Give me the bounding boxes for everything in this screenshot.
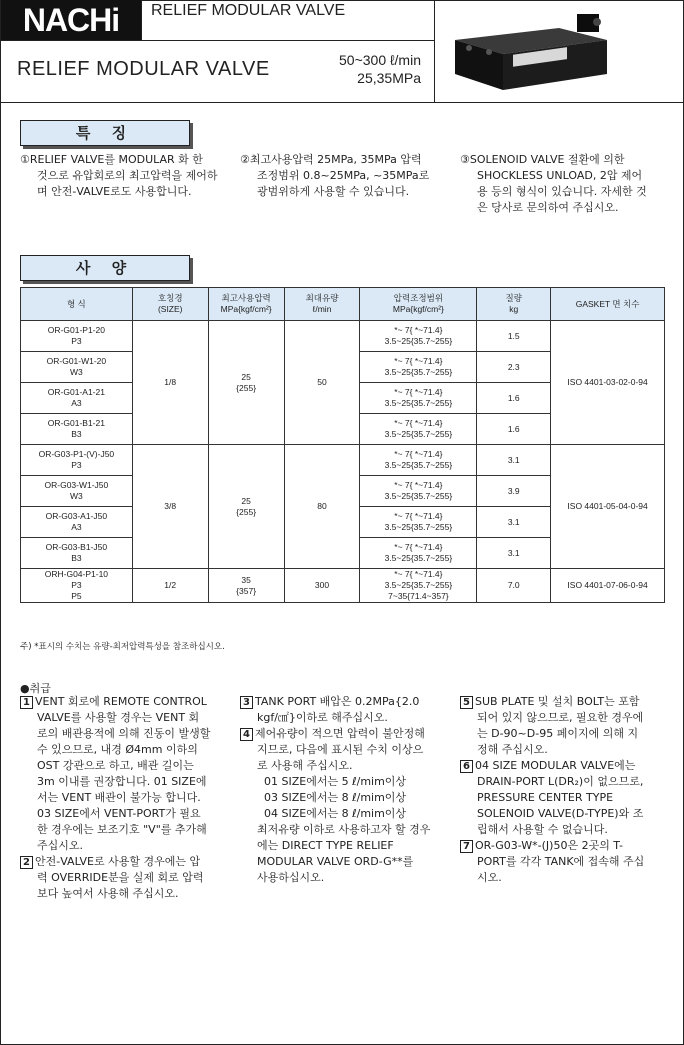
handling-text: 04 SIZE MODULAR VALVE에는 — [475, 759, 636, 772]
handling-text: 한 경우에는 보조기호 "V"를 추가해 — [37, 823, 207, 836]
item-number-box: 1 — [20, 696, 33, 709]
handling-text: 사용하십시오. — [257, 871, 325, 884]
handling-text: 로 사용해 주십시오. — [257, 759, 353, 772]
handling-line — [240, 790, 450, 806]
gasket-cell: ISO 4401-05-04-0-94 — [551, 445, 665, 569]
handling-line — [240, 806, 450, 822]
handling-line — [460, 806, 670, 822]
item-number-box: 4 — [240, 728, 253, 741]
handling-text: 되어 있지 않으므로, 필요한 경우에 — [477, 711, 644, 724]
handling-text: 로의 배관용적에 의해 진동이 발생할 — [37, 727, 211, 740]
pressure-cell: 25 {255} — [208, 321, 284, 445]
size-cell: 3/8 — [132, 445, 208, 569]
mass-cell: 1.6 — [477, 383, 551, 414]
handling-text: 보다 높여서 사용해 주십시오. — [37, 887, 179, 900]
handling-line — [20, 774, 230, 790]
gasket-cell: ISO 4401-03-02-0-94 — [551, 321, 665, 445]
handling-line — [20, 726, 230, 742]
handling-text: 서는 VENT 배관이 불가능 합니다. — [37, 791, 201, 804]
page-header — [1, 0, 683, 103]
table-row — [21, 445, 665, 476]
handling-line — [460, 758, 670, 774]
feature-line: 용 등의 형식이 있습니다. 자세한 것 — [477, 185, 647, 198]
pressure-spec: 25,35MPa — [357, 70, 421, 86]
header-small-title: RELIEF MODULAR VALVE — [151, 2, 346, 19]
handling-line — [20, 694, 230, 710]
feature-item — [460, 152, 670, 216]
handling-line — [460, 822, 670, 838]
model-cell: OR-G03-P1-(V)-J50 P3 — [21, 445, 133, 476]
handling-text: 03 SIZE에서 VENT-PORT가 필요 — [37, 807, 201, 820]
col-header-text: 최대유량 ℓ/min — [305, 293, 339, 314]
handling-line — [20, 758, 230, 774]
col-header — [477, 288, 551, 321]
feature-line: ②최고사용압력 25MPa, 35MPa 압력 — [240, 153, 422, 166]
handling-line — [460, 838, 670, 854]
handling-text: SUB PLATE 및 설치 BOLT는 포함 — [475, 695, 640, 708]
range-cell: *~ 7{ *~71.4} 3.5~25{35.7~255} — [360, 445, 477, 476]
handling-line — [20, 742, 230, 758]
handling-text: 력 OVERRIDE분을 실제 회로 압력 — [37, 871, 204, 884]
spec-table-body — [21, 321, 665, 603]
pressure-cell: 35 {357} — [208, 569, 284, 603]
range-cell: *~ 7{ *~71.4} 3.5~25{35.7~255} — [360, 507, 477, 538]
handling-line — [240, 838, 450, 854]
handling-text: VALVE를 사용할 경우는 VENT 회 — [37, 711, 200, 724]
handling-text: 최저유량 이하로 사용하고자 할 경우 — [257, 823, 431, 836]
feature-line: ③SOLENOID VALVE 절환에 의한 — [460, 153, 625, 166]
feature-item — [240, 152, 450, 200]
handling-line — [240, 726, 450, 742]
handling-line — [240, 710, 450, 726]
handling-line — [20, 710, 230, 726]
flow-cell: 300 — [284, 569, 360, 603]
handling-text: 시오. — [477, 871, 502, 884]
flow-spec: 50~300 ℓ/min — [339, 52, 421, 68]
model-cell: OR-G03-B1-J50 B3 — [21, 538, 133, 569]
size-cell: 1/2 — [132, 569, 208, 603]
handling-line — [240, 854, 450, 870]
handling-text: 주십시오. — [37, 839, 84, 852]
feature-line: 조정범위 0.8~25MPa, ~35MPa로 — [257, 169, 430, 182]
handling-line — [460, 710, 670, 726]
handling-text: 03 SIZE에서는 8 ℓ/mim이상 — [257, 791, 407, 804]
handling-line — [460, 694, 670, 710]
feature-line: 며 안전-VALVE로도 사용합니다. — [37, 185, 192, 198]
model-cell: OR-G01-P1-20 P3 — [21, 321, 133, 352]
table-row — [21, 321, 665, 352]
handling-line — [460, 726, 670, 742]
handling-line — [240, 870, 450, 886]
handling-column — [460, 694, 670, 886]
handling-line — [240, 742, 450, 758]
handling-text: 04 SIZE에서는 8 ℓ/mim이상 — [257, 807, 407, 820]
header-divider — [1, 40, 434, 41]
handling-line — [20, 822, 230, 838]
spec-table — [20, 287, 665, 603]
handling-line — [460, 790, 670, 806]
size-cell: 1/8 — [132, 321, 208, 445]
handling-text: PORT를 각각 TANK에 접속해 주십 — [477, 855, 645, 868]
col-header-text: 형 식 — [66, 298, 86, 309]
col-header — [132, 288, 208, 321]
handling-text: 3m 이내를 권장합니다. 01 SIZE에 — [37, 775, 207, 788]
model-cell: OR-G01-A1-21 A3 — [21, 383, 133, 414]
handling-line — [20, 870, 230, 886]
handling-line — [240, 694, 450, 710]
feature-line: ①RELIEF VALVE를 MODULAR 화 한 — [20, 153, 203, 166]
feature-line: 은 당사로 문의하여 주십시오. — [477, 201, 619, 214]
mass-cell: 7.0 — [477, 569, 551, 603]
handling-line — [20, 838, 230, 854]
col-header-text: 호칭경 (SIZE) — [157, 293, 183, 314]
mass-cell: 1.6 — [477, 414, 551, 445]
gasket-cell: ISO 4401-07-06-0-94 — [551, 569, 665, 603]
nachi-logo: NACHi — [1, 0, 141, 40]
feature-item — [20, 152, 232, 200]
handling-text: MODULAR VALVE ORD-G**를 — [257, 855, 414, 868]
handling-text: kgf/㎠}이하로 해주십시오. — [257, 711, 388, 724]
table-note: 주) *표시의 수치는 유량-최저압력특성을 참조하십시오. — [20, 642, 225, 652]
pressure-cell: 25 {255} — [208, 445, 284, 569]
col-header — [284, 288, 360, 321]
handling-text: 는 D-90~D-95 페이지에 의해 지 — [477, 727, 639, 740]
features-heading: 특 징 — [20, 120, 190, 146]
handling-line — [240, 758, 450, 774]
handling-text: OR-G03-W*-(J)50은 2곳의 T- — [475, 839, 623, 852]
handling-text: 수 있으므로, 내경 Ø4mm 이하의 — [37, 743, 198, 756]
handling-line — [460, 742, 670, 758]
handling-text: 01 SIZE에서는 5 ℓ/mim이상 — [257, 775, 407, 788]
item-number-box: 2 — [20, 856, 33, 869]
col-header-text: 최고사용압력 MPa{kgf/cm²} — [220, 293, 272, 314]
feature-line: 것으로 유압회로의 최고압력을 제어하 — [37, 169, 218, 182]
item-number-box: 6 — [460, 760, 473, 773]
handling-text: 에는 DIRECT TYPE RELIEF — [257, 839, 394, 852]
flow-cell: 50 — [284, 321, 360, 445]
handling-line — [20, 806, 230, 822]
range-cell: *~ 7{ *~71.4} 3.5~25{35.7~255} 7~35{71.4~357} — [360, 569, 477, 603]
range-cell: *~ 7{ *~71.4} 3.5~25{35.7~255} — [360, 352, 477, 383]
item-number-box: 7 — [460, 840, 473, 853]
col-header — [208, 288, 284, 321]
handling-line — [20, 886, 230, 902]
feature-line: 광범위하게 사용할 수 있습니다. — [257, 185, 410, 198]
handling-text: VENT 회로에 REMOTE CONTROL — [35, 695, 207, 708]
header-divider — [434, 0, 435, 102]
specs-heading: 사 양 — [20, 255, 190, 281]
handling-column — [20, 694, 230, 902]
model-cell: OR-G01-W1-20 W3 — [21, 352, 133, 383]
table-header-row — [21, 288, 665, 321]
handling-text: SOLENOID VALVE(D-TYPE)와 조 — [477, 807, 644, 820]
col-header-text: 압력조정범위 MPa{kgf/cm²} — [392, 293, 444, 314]
range-cell: *~ 7{ *~71.4} 3.5~25{35.7~255} — [360, 414, 477, 445]
range-cell: *~ 7{ *~71.4} 3.5~25{35.7~255} — [360, 321, 477, 352]
handling-text: 제어유량이 적으면 압력이 불안정해 — [255, 727, 425, 740]
handling-text: 안전-VALVE로 사용할 경우에는 압 — [35, 855, 201, 868]
table-row — [21, 569, 665, 603]
flow-cell: 80 — [284, 445, 360, 569]
col-header-text: GASKET 면 치수 — [575, 298, 640, 309]
handling-text: TANK PORT 배압은 0.2MPa{2.0 — [255, 695, 420, 708]
mass-cell: 3.1 — [477, 538, 551, 569]
item-number-box: 5 — [460, 696, 473, 709]
valve-product-image — [447, 10, 617, 94]
range-cell: *~ 7{ *~71.4} 3.5~25{35.7~255} — [360, 538, 477, 569]
handling-text: 립해서 사용할 수 없습니다. — [477, 823, 608, 836]
item-number-box: 3 — [240, 696, 253, 709]
model-cell: OR-G01-B1-21 B3 — [21, 414, 133, 445]
range-cell: *~ 7{ *~71.4} 3.5~25{35.7~255} — [360, 476, 477, 507]
handling-column — [240, 694, 450, 886]
col-header — [21, 288, 133, 321]
header-divider — [141, 0, 142, 40]
mass-cell: 1.5 — [477, 321, 551, 352]
handling-text: DRAIN-PORT L(DR₂)이 없으므로, — [477, 775, 644, 788]
page-title: RELIEF MODULAR VALVE — [17, 58, 270, 80]
model-cell: ORH-G04-P1-10 P3 P5 — [21, 569, 133, 603]
handling-title: ●취급 — [20, 682, 51, 695]
model-cell: OR-G03-W1-J50 W3 — [21, 476, 133, 507]
handling-text: OST 강관으로 하고, 배관 길이는 — [37, 759, 194, 772]
handling-line — [20, 790, 230, 806]
handling-line — [460, 854, 670, 870]
col-header — [360, 288, 477, 321]
handling-line — [20, 854, 230, 870]
handling-text: 정해 주십시오. — [477, 743, 548, 756]
model-cell: OR-G03-A1-J50 A3 — [21, 507, 133, 538]
handling-line — [460, 870, 670, 886]
mass-cell: 2.3 — [477, 352, 551, 383]
range-cell: *~ 7{ *~71.4} 3.5~25{35.7~255} — [360, 383, 477, 414]
feature-line: SHOCKLESS UNLOAD, 2압 제어 — [477, 169, 643, 182]
col-header — [551, 288, 665, 321]
handling-line — [460, 774, 670, 790]
handling-text: PRESSURE CENTER TYPE — [477, 791, 614, 804]
col-header-text: 질량 kg — [505, 293, 522, 314]
mass-cell: 3.1 — [477, 507, 551, 538]
handling-text: 지므로, 다음에 표시된 수치 이상으 — [257, 743, 424, 756]
handling-line — [240, 774, 450, 790]
handling-line — [240, 822, 450, 838]
mass-cell: 3.1 — [477, 445, 551, 476]
mass-cell: 3.9 — [477, 476, 551, 507]
